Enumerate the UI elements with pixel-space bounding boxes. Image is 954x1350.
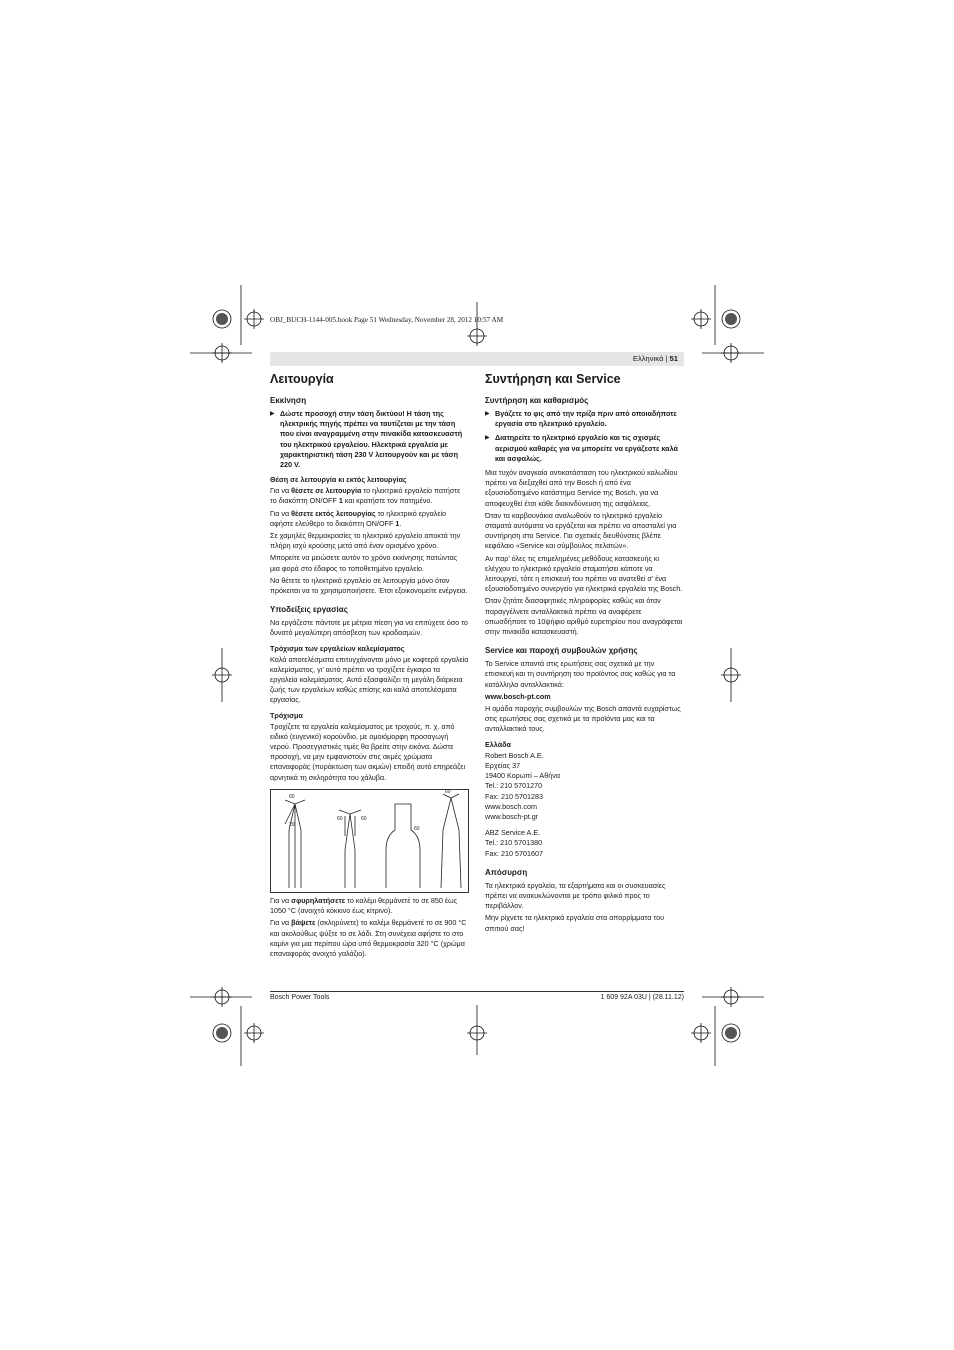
- disposal-heading: Απόσυρση: [485, 867, 528, 877]
- left-column: [270, 372, 469, 961]
- service-text: Το Service απαντά στις ερωτήσεις σας σχετικά με την επισκευή και τη συντήρηση του προϊόντος σας καθώς για τα κατάλληλα ανταλλακτικά:: [485, 659, 676, 689]
- voltage-warning: ▶ Δώστε προσοχή στην τάση δικτύου! Η τάση της ηλεκτρικής πηγής πρέπει να ταυτίζεται με την τάση που είναι αναγραμμένη στην πινακίδα κατασκευαστή του ηλεκτρικού εργαλείου. Ηλεκτρικά εργαλεία με χαρακτηριστική τάση 230 V λειτουργούν και με τάση 220 V.: [270, 409, 469, 470]
- angle-label-3: 60: [337, 815, 343, 822]
- harden-text: [270, 918, 469, 959]
- switch-off-text: [270, 509, 469, 529]
- switch-on-mid: το ηλεκτρικό εργαλείο πατήστε το διακόπτη ON/OFF: [270, 486, 461, 506]
- right-column: [485, 372, 684, 936]
- phone-line: Tel.: 210 5701380: [485, 838, 543, 848]
- disposal-text: Τα ηλεκτρικά εργαλεία, τα εξαρτήματα και οι συσκευασίες πρέπει να ανακυκλώνονται με τρόπο φιλικό προς το περιβάλλον.: [485, 880, 666, 911]
- switch-on-text: [270, 486, 469, 506]
- switch-off-num: 1: [395, 518, 400, 528]
- unplug-warning: ▶ Βγάζετε το φις από την πρίζα πριν από οποιαδήποτε εργασία στο ηλεκτρικό εργαλείο.: [485, 409, 684, 429]
- switch-off-pre: Για να: [270, 508, 292, 518]
- startup-heading: Εκκίνηση: [270, 396, 307, 405]
- fax-line: Fax: 210 5701283: [485, 791, 543, 801]
- phone-line: Tel.: 210 5701270: [485, 781, 543, 791]
- grind-heading: Τρόχισμα: [270, 710, 303, 720]
- onoff-heading: Θέση σε λειτουργία κι εκτός λειτουργίας: [270, 475, 407, 485]
- service-heading: Service και παροχή συμβουλών χρήσης: [485, 646, 638, 656]
- harden-post: (σκληρύνετε) το καλέμι θερμάνετέ το σε 900 °C και ακολούθως ψύξτε το σε λάδι. Στη συνέχεια αφήστε το στο καμίνι για μια περίπου ώρα υπό θερμοκρασία 320 °C (χρώμα επαναφοράς ανοιχτό γαλάζιο).: [270, 918, 467, 958]
- switch-on-num: 1: [338, 496, 343, 506]
- forge-bold: σφυρηλατήσετε: [291, 895, 346, 905]
- cold-text-2: Μπορείτε να μειώσετε αυτόν το χρόνο εκκίνησης πατώντας μια φορά στο έδαφος το τοποθετημένο εργαλείο.: [270, 553, 458, 573]
- angle-label-4: 60: [361, 815, 367, 822]
- footer-rule: [270, 991, 684, 992]
- angle-label-1: 60: [289, 793, 295, 800]
- chisel-angle-figure: [270, 789, 469, 893]
- repair-text: Αν παρ’ όλες τις επιμελημένες μεθόδους κατασκευής κι ελέγχου το ηλεκτρικό εργαλείο σταματήσει κάποτε να λειτουργεί, τότε η επισκευή του πρέπει να ανατεθεί σ’ ένα εξουσιοδοτημένο συνεργείο για ηλεκτρικά εργαλεία της Bosch.: [485, 553, 683, 594]
- forge-pre: Για να: [270, 895, 292, 905]
- web-link[interactable]: www.bosch-pt.gr: [485, 811, 539, 821]
- country-heading: Ελλάδα: [485, 739, 511, 749]
- switch-on-bold: θέσετε σε λειτουργία: [291, 486, 362, 496]
- language-label: Ελληνικά: [632, 354, 664, 363]
- page-header-bar: [270, 352, 684, 366]
- footer-code: 1 609 92A 03U | (28.11.12): [600, 994, 684, 1001]
- harden-bold: βάψετε: [291, 918, 316, 928]
- chisel-diagram: [271, 790, 468, 890]
- switch-on-post: και κρατήστε τον πατημένο.: [342, 496, 433, 506]
- sharpen-text: Καλά αποτελέσματα επιτυγχάνονται μόνο με κοφτερά εργαλεία καλεμίσματος, γι’ αυτό πρέπει να τροχίζετε έγκαιρα τα εργαλεία καλεμίσματος. Αυτό εξασφαλίζει τη μεγάλη διάρκεια ζωής των εργαλείων καθώς επίσης και καλά αποτελέσματα εργασίας.: [270, 654, 469, 705]
- vents-warning: ▶ Διατηρείτε το ηλεκτρικό εργαλείο και τις σχισμές αερισμού καθαρές για να μπορείτε να εργάζεστε καλά και ασφαλώς.: [485, 433, 684, 464]
- web-link[interactable]: www.bosch.com: [485, 801, 537, 811]
- service-url[interactable]: www.bosch-pt.com: [485, 691, 551, 701]
- forge-text: [270, 896, 469, 916]
- address-line: Ερχείας 37: [485, 760, 521, 770]
- grind-text: Τροχίζετε τα εργαλεία καλεμίσματος με τροχούς, π. χ. από ειδικό (ευγενικό) κορούνδιο, με ομοιόμορφη προσαγωγή νερού. Προσεγγιστικές τιμές θα βρείτε στην εικόνα. Δώστε προσοχή, να μην εμφανιστούν στις ακμές χρώματα επαναφοράς (πυράκτωση των ακμών) επειδή αυτό επηρεάζει αρνητικά τη σκληρότητα του χάλυβα.: [270, 721, 466, 782]
- angle-label-6: 60: [445, 789, 451, 795]
- energy-text: Να θέτετε το ηλεκτρικό εργαλείο σε λειτουργία μόνο όταν πρόκειται να το χρησιμοποιήσετε. Έτσι εξοικονομείτε ενέργεια.: [270, 575, 468, 596]
- disposal-text-2: Μην ρίχνετε τα ηλεκτρικά εργαλεία στα απορρίμματα του σπιτιού σας!: [485, 913, 665, 933]
- footer-brand: Bosch Power Tools: [270, 994, 330, 1001]
- maintenance-heading: Συντήρηση και καθαρισμός: [485, 396, 589, 405]
- angle-label-5: 60: [414, 825, 420, 832]
- switch-off-post: .: [399, 518, 402, 528]
- switch-off-bold: θέσετε εκτός λειτουργίας: [291, 508, 376, 518]
- section-title-operation: Λειτουργία: [270, 372, 334, 386]
- address-block-1: [485, 751, 684, 822]
- tips-heading: Υποδείξεις εργασίας: [270, 605, 348, 615]
- page-number: 51: [669, 354, 678, 363]
- page-header: Ελληνικά | 51: [632, 354, 678, 363]
- print-slug: OBJ_BUCH-1144-005.book Page 51 Wednesday, November 28, 2012 10:57 AM: [270, 316, 504, 324]
- address-line: 19400 Κορωπί – Αθήνα: [485, 771, 560, 781]
- switch-on-pre: Για να: [270, 486, 292, 496]
- tips-text: Να εργάζεστε πάντοτε με μέτρια πίεση για να επιτύχετε όσο το δυνατό μεγαλύτερη απόσβεση των κραδασμών.: [270, 618, 468, 638]
- advice-text: Η ομάδα παροχής συμβουλών της Bosch απαντά ευχαρίστως στις ερωτήσεις σας σχετικά με τα προϊόντα μας και τα ανταλλακτικά τους.: [485, 704, 681, 734]
- cold-text: Σε χαμηλές θερμοκρασίες το ηλεκτρικό εργαλείο αποκτά την πλήρη ισχύ κρούσης μετά από έναν ορισμένο χρόνο.: [270, 531, 461, 551]
- inquiry-text: Όταν ζητάτε διασαφητικές πληροφορίες καθώς και όταν παραγγέλνετε ανταλλακτικά πρέπει να αναφέρετε οπωσδήποτε το 10ψήφιο αριθμό ευρετηρίου που αναγράφεται στην πινακίδα κατασκευαστή.: [485, 596, 683, 637]
- address-block-2: [485, 828, 684, 859]
- harden-pre: Για να: [270, 918, 292, 928]
- address-line: ABZ Service A.E.: [485, 828, 541, 838]
- sharpen-heading: Τρόχισμα των εργαλείων καλεμίσματος: [270, 643, 405, 653]
- switch-off-mid: το ηλεκτρικό εργαλείο αφήστε ελεύθερο το διακόπτη ON/OFF: [270, 508, 447, 528]
- fax-line: Fax: 210 5701607: [485, 848, 543, 858]
- angle-label-2: 20: [289, 821, 295, 828]
- cable-text: Μια τυχόν αναγκαία αντικατάσταση του ηλεκτρικού καλωδίου πρέπει να διεξαχθεί από την Bosch ή από ένα εξουσιοδοτημένο κατάστημα Service της Bosch, για να αποφευχθεί έτσι κάθε διακινδύνευση της ασφάλειας.: [485, 468, 678, 508]
- brush-text: Όταν τα καρβουνάκια αναλωθούν το ηλεκτρικό εργαλείο σταματά αυτόματα να εργάζεται και πρέπει να αποσταλεί για συντήρηση στο Service. Για σχετικές διευθύνσεις βλέπε κεφάλαιο «Service και σύμβουλος πελατών».: [485, 510, 677, 551]
- address-line: Robert Bosch A.E.: [485, 750, 544, 760]
- forge-post: το καλέμι θερμάνετέ το σε 850 έως 1050 °C (ανοιχτό κόκκινο έως κίτρινο).: [270, 895, 458, 916]
- section-title-maintenance: Συντήρηση και Service: [485, 372, 621, 386]
